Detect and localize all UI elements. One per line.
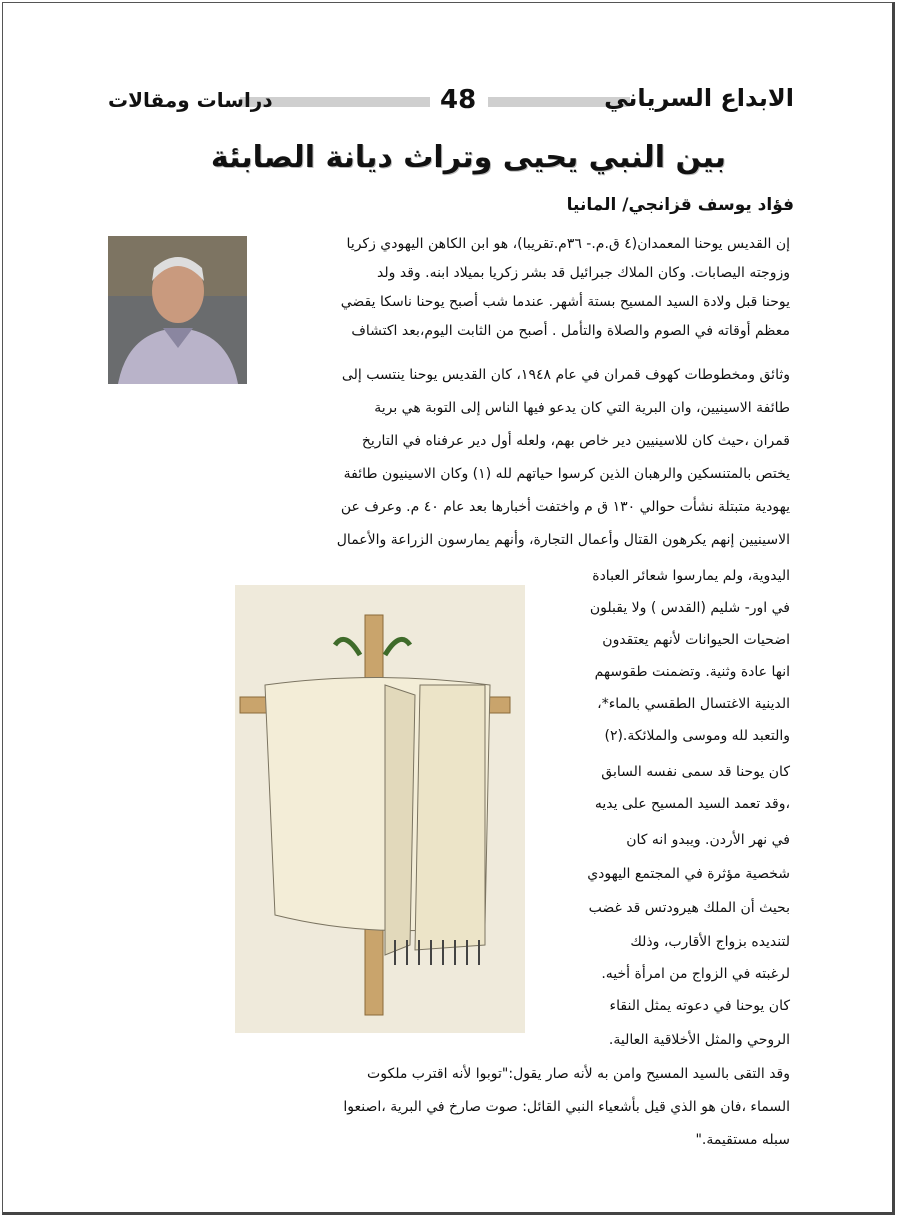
text-line: كان يوحنا في دعوته يمثل النقاء — [609, 998, 790, 1014]
page-number: 48 — [440, 85, 477, 115]
article-title: بين النبي يحيى وتراث ديانة الصابئة — [210, 140, 726, 175]
text-line: انها عادة وثنية. وتضمنت طقوسهم — [594, 664, 790, 680]
text-line: إن القديس يوحنا المعمدان(٤ ق.م.- ٣٦م.تقريبا)، هو ابن الكاهن اليهودي زكريا — [346, 236, 790, 252]
text-line: في اور- شليم (القدس ) ولا يقبلون — [589, 600, 790, 616]
author-portrait-icon — [108, 236, 247, 384]
text-line: لتنديده بزواج الأقارب، وذلك — [630, 934, 790, 950]
text-line: لرغبته في الزواج من امرأة أخيه. — [601, 966, 790, 982]
text-line: شخصية مؤثرة في المجتمع اليهودي — [587, 866, 790, 882]
text-line: الدينية الاغتسال الطقسي بالماء*، — [597, 696, 790, 712]
text-line: قمران ،حيث كان للاسينيين دير خاص بهم، ولعله أول دير عرفناه في التاريخ — [361, 433, 790, 449]
text-line: يختص بالمتنسكين والرهبان الذين كرسوا حياتهم لله (١) وكان الاسينيون طائفة — [343, 466, 790, 482]
text-line: يهودية متبتلة نشأت حوالي ١٣٠ ق م واختفت أخبارها بعد عام ٤٠ م. وعرف عن — [340, 499, 790, 515]
text-line: بحيث أن الملك هيرودتس قد غضب — [588, 900, 790, 916]
text-line: السماء ،فان هو الذي قيل بأشعياء النبي القائل: صوت صارخ في البرية ،اصنعوا — [343, 1099, 790, 1115]
text-line: الاسينيين إنهم يكرهون القتال وأعمال التجارة، وأنهم يمارسون الزراعة والأعمال — [336, 532, 790, 548]
text-line: معظم أوقاته في الصوم والصلاة والتأمل . أصبح من الثابت اليوم،بعد اكتشاف — [351, 323, 790, 339]
text-line: وقد التقى بالسيد المسيح وامن به لأنه صار يقول:"توبوا لأنه اقترب ملكوت — [367, 1066, 790, 1082]
text-line: اضحيات الحيوانات لأنهم يعتقدون — [602, 632, 790, 648]
text-line: في نهر الأردن. ويبدو انه كان — [626, 832, 790, 848]
text-line: كان يوحنا قد سمى نفسه السابق — [601, 764, 790, 780]
article-author: فؤاد يوسف قزانجي/ المانيا — [566, 195, 794, 215]
text-line: وثائق ومخطوطات كهوف قمران في عام ١٩٤٨، كان القديس يوحنا ينتسب إلى — [341, 367, 790, 383]
cross-illustration — [235, 585, 525, 1033]
text-line: اليدوية، ولم يمارسوا شعائر العبادة — [592, 568, 790, 584]
text-line: سبله مستقيمة." — [695, 1132, 790, 1148]
text-line: وزوجته اليصابات. وكان الملاك جبرائيل قد بشر زكريا بميلاد ابنه. وقد ولد — [377, 265, 790, 281]
cross-with-cloth-icon — [235, 585, 525, 1033]
text-line: الروحي والمثل الأخلاقية العالية. — [608, 1032, 790, 1048]
author-photo — [108, 236, 247, 384]
text-line: يوحنا قبل ولادة السيد المسيح بستة أشهر. عندما شب أصبح يوحنا ناسكا يقضي — [340, 294, 790, 310]
section-name: دراسات ومقالات — [108, 88, 273, 112]
text-line: ،وقد تعمد السيد المسيح على يديه — [594, 796, 790, 812]
text-line: والتعبد لله وموسى والملائكة.(٢) — [604, 728, 790, 744]
text-line: طائفة الاسينيين، وان البرية التي كان يدعو فيها الناس إلى التوبة هي برية — [374, 400, 790, 416]
magazine-name: الابداع السرياني — [604, 84, 794, 112]
